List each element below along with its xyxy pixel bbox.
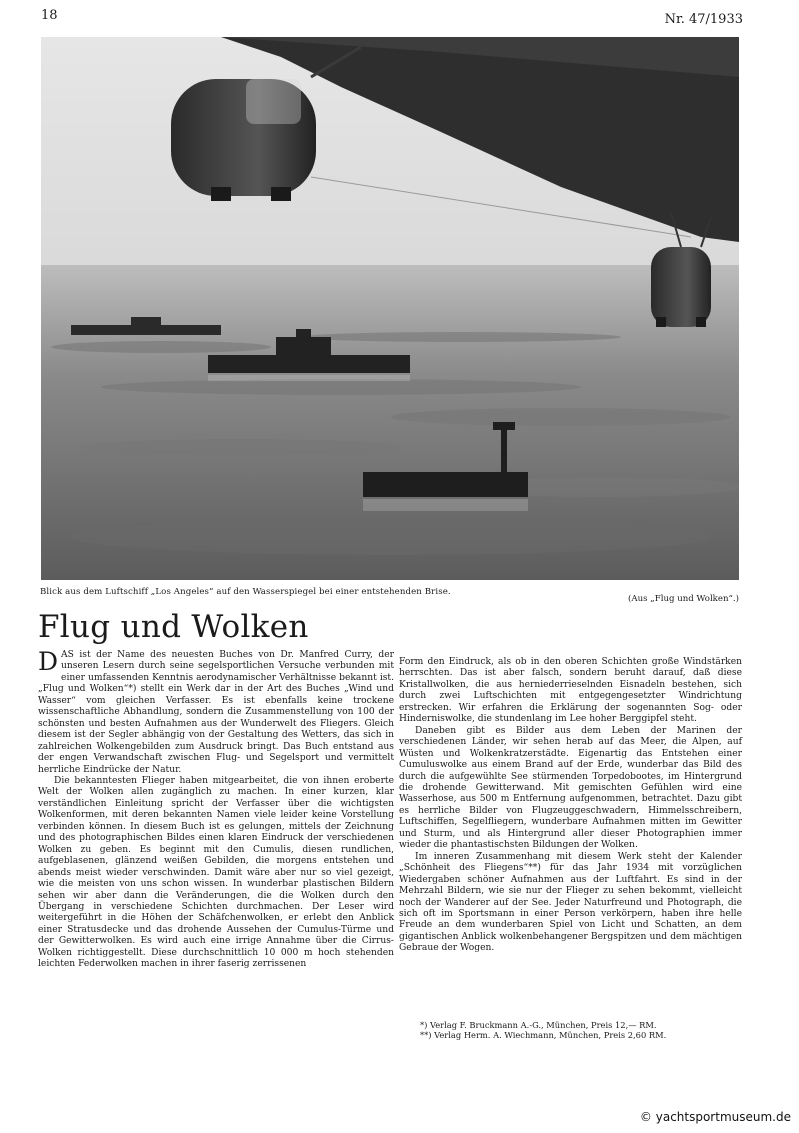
article-column-left <box>38 647 394 971</box>
watermark: © yachtsportmuseum.de <box>639 1110 791 1124</box>
issue-number: Nr. 47/1933 <box>664 12 743 27</box>
paragraph: Im inneren Zusammenhang mit diesem Werk steht der Kalender „Schönheit des Fliegens“**) für das Jahr 1934 mit vorzüglichen Wiedergaben schöner Aufnahmen aus der Luftfahrt. Es sind in der Mehrzahl Bildern, wie sie nur der Flieger zu sehen bekommt, vielleicht noch der Wanderer auf der See. Jeder Naturfreund und Photograph, die sich oft im Sportsmann in einer Person verkörpern, haben ihre helle Freude an dem wunderbaren Spiel von Licht und Schatten, an dem gigantischen Anblick wolkenbehangener Bergspitzen und dem mächtigen Gebraue der Wogen. <box>399 851 742 954</box>
paragraph: DAS ist der Name des neuesten Buches von Dr. Manfred Curry, der unseren Lesern durch seine segelsportlichen Versuche verbunden mit einer umfassenden Kenntnis aerodynamischer Verhältnisse bekannt ist. „Flug und Wolken“*) stellt ein Werk dar in der Art des Buches „Wind und Wasser“ vom gleichen Verfasser. Es ist ebenfalls keine trockene wissenschaftliche Abhandlung, sondern die Zusammenstellung von 100 der schönsten und besten Aufnahmen aus der Wunderwelt des Fliegers. Gleich diesem ist der Segler abhängig von der Gestaltung des Wetters, das sich in zahlreichen Wolkengebilden zum Ausdruck bringt. Das Buch entstand aus der engen Verwandschaft zwischen Flug- und Segelsport und vermittelt herrliche Eindrücke der Natur. <box>38 647 394 775</box>
paragraph: Daneben gibt es Bilder aus dem Leben der Marinen der verschiedenen Länder, wir sehen herab auf das Meer, die Alpen, auf Wüsten und Wolkenkratzerstädte. Eigenartig das Entstehen einer Cumuluswolke aus einem Brand auf der Erde, wunderbar das Bild des durch die aufgewühlte See stürmenden Torpedobootes, im Hintergrund die drohende Gewitterwand. Mit gemischten Gefühlen wird eine Wasserhose, aus 500 m Entfernung aufgenommen, betrachtet. Dazu gibt es herrliche Bilder von Flugzeuggeschwadern, Himmelsschreibern, Luftschiffen, Segelfliegern, wunderbare Aufnahmen mitten im Gewitter und Sturm, und als Hintergrund aller dieser Photographien immer wieder die phantastischsten Bildungen der Wolken. <box>399 725 742 851</box>
footnotes <box>420 1020 666 1040</box>
photo-caption: Blick aus dem Luftschiff „Los Angeles“ auf den Wasserspiegel bei einer entstehenden Brise. <box>40 587 451 597</box>
article-headline: Flug und Wolken <box>38 609 309 645</box>
footnote: *) Verlag F. Bruckmann A.-G., München, Preis 12,— RM. <box>420 1020 657 1030</box>
drop-cap: D <box>38 647 59 676</box>
paragraph: Form den Eindruck, als ob in den oberen Schichten große Windstärken herrschten. Das ist aber falsch, sondern beruht darauf, daß diese Kristallwolken, die aus herniederrieselnden Eisnadeln bestehen, sich durch zwei Luftschichten mit entgegengesetzter Windrichtung erstrecken. Wir erfahren die Erklärung der sogenannten Sog- oder Hinderniswolke, die stundenlang im Lee hoher Berggipfel steht. <box>399 657 742 725</box>
paragraph: Die bekanntesten Flieger haben mitgearbeitet, die von ihnen eroberte Welt der Wolken allen zugänglich zu machen. In einer kurzen, klar verständlichen Einleitung spricht der Verfasser über die wichtigsten Wolkenformen, mit deren bekannten Namen viele leider keine Vorstellung verbinden können. In diesem Buch ist es gelungen, mittels der Zeichnung und des photographischen Bildes einen klaren Eindruck der verschiedenen Wolken zu geben. Es beginnt mit den Cumulis, diesen rundlichen, aufgeblasenen, glänzend weißen Gebilden, die morgens entstehen und abends meist wieder verschwinden. Damit wäre aber nur so viel gezeigt, wie die meisten von uns schon wissen. In wunderbar plastischen Bildern sehen wir aber dann die Veränderungen, die die Wolken durch den Übergang in verschiedene Schichten durchmachen. Der Leser wird weitergeführt in die Höhen der Schäfchenwolken, er erlebt den Anblick einer Stratusdecke und das drohende Aussehen der Cumulus-Türme und der Gewitterwolken. Es wird auch eine irrige Annahme über die Cirrus-Wolken richtiggestellt. Diese durchschnittlich 10 000 m hoch stehenden leichten Federwolken machen in ihrer faserig zerrissenen <box>38 775 394 970</box>
photo-credit: (Aus „Flug und Wolken“.) <box>628 594 739 604</box>
airship-photo <box>41 37 739 580</box>
page-number: 18 <box>41 8 58 23</box>
article-column-right <box>399 657 742 955</box>
footnote: **) Verlag Herm. A. Wiechmann, München, Preis 2,60 RM. <box>420 1030 667 1040</box>
